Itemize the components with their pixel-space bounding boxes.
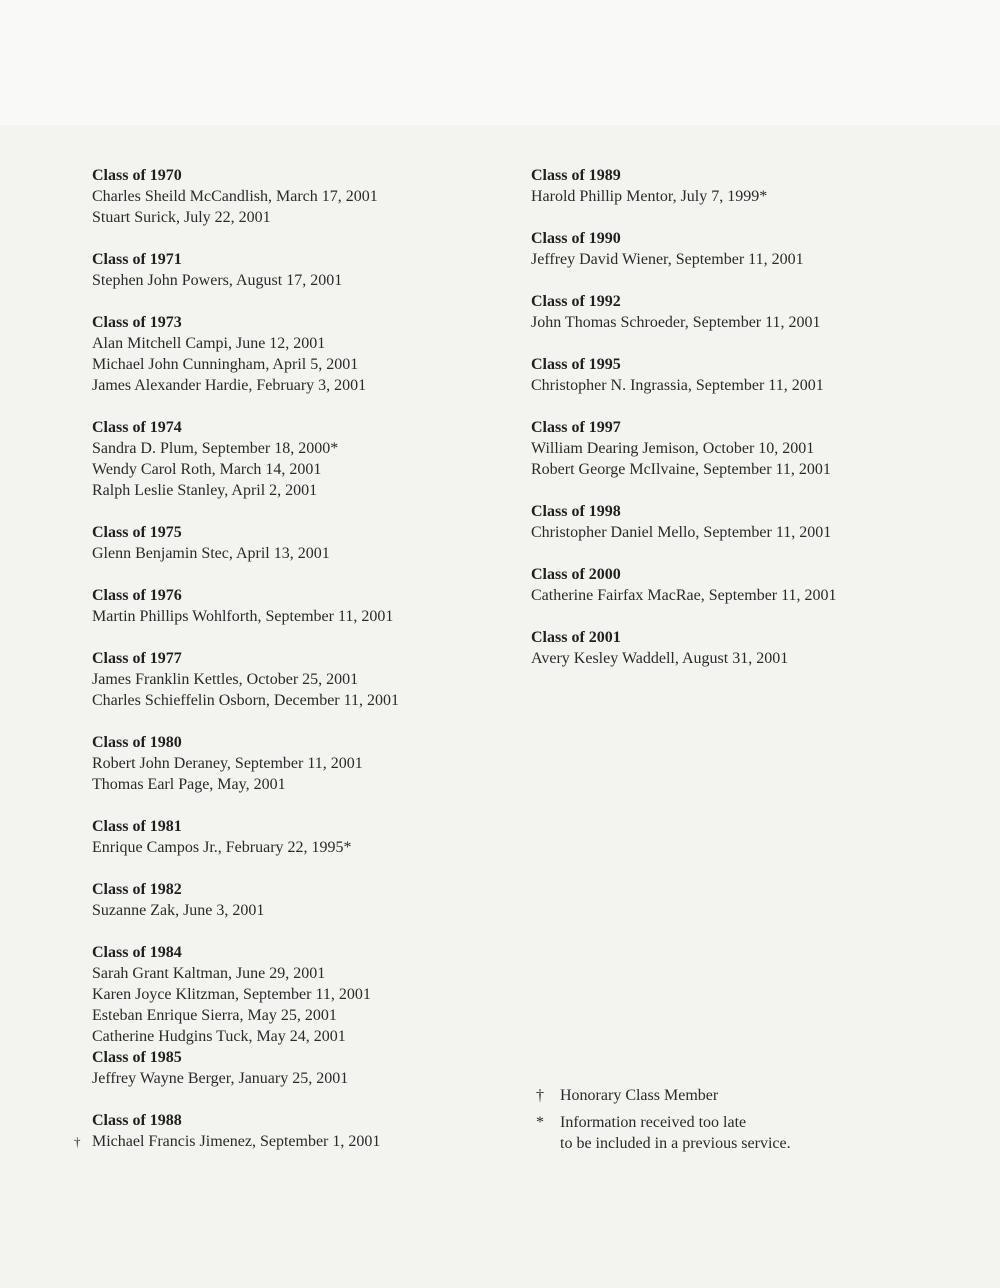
class-group	[531, 228, 971, 270]
class-group	[92, 879, 492, 921]
memorial-entry	[92, 459, 492, 480]
entry-text: Robert John Deraney, September 11, 2001	[92, 755, 363, 772]
entry-text: William Dearing Jemison, October 10, 2001	[531, 440, 815, 457]
memorial-entry	[92, 1068, 492, 1089]
memorial-entry	[92, 963, 492, 984]
class-group	[92, 249, 492, 291]
entry-text: Sandra D. Plum, September 18, 2000*	[92, 440, 339, 457]
class-heading: Class of 1973	[92, 314, 182, 331]
class-group	[92, 648, 492, 711]
class-heading: Class of 1997	[531, 419, 621, 436]
entry-text: Esteban Enrique Sierra, May 25, 2001	[92, 1007, 337, 1024]
entry-text: Jeffrey Wayne Berger, January 25, 2001	[92, 1070, 349, 1087]
entry-text: Ralph Leslie Stanley, April 2, 2001	[92, 482, 318, 499]
class-heading: Class of 1981	[92, 818, 182, 835]
class-heading: Class of 1982	[92, 881, 182, 898]
memorial-entry	[92, 669, 492, 690]
class-heading: Class of 1992	[531, 293, 621, 310]
class-heading: Class of 1976	[92, 587, 182, 604]
entry-text: Michael John Cunningham, April 5, 2001	[92, 356, 359, 373]
entry-text: Stuart Surick, July 22, 2001	[92, 209, 271, 226]
entry-text: James Franklin Kettles, October 25, 2001	[92, 671, 359, 688]
entry-text: Robert George McIlvaine, September 11, 2001	[531, 461, 831, 478]
honorary-mark: †	[74, 1134, 81, 1149]
memorial-entry	[74, 1131, 492, 1152]
class-heading: Class of 1977	[92, 650, 182, 667]
memorial-entry	[92, 186, 492, 207]
class-group	[74, 1110, 492, 1152]
footnote	[536, 1112, 956, 1154]
entry-text: John Thomas Schroeder, September 11, 2001	[531, 314, 821, 331]
entry-text: Enrique Campos Jr., February 22, 1995*	[92, 839, 352, 856]
class-heading: Class of 1989	[531, 167, 621, 184]
memorial-entry	[92, 333, 492, 354]
entry-text: Stephen John Powers, August 17, 2001	[92, 272, 343, 289]
class-group	[531, 291, 971, 333]
memorial-entry	[531, 249, 971, 270]
page-top-band	[0, 0, 1000, 125]
memorial-entry	[531, 585, 971, 606]
entry-text: Charles Schieffelin Osborn, December 11, 2001	[92, 692, 400, 709]
memorial-entry	[92, 438, 492, 459]
memorial-entry	[92, 606, 492, 627]
entry-text: Alan Mitchell Campi, June 12, 2001	[92, 335, 326, 352]
memorial-entry	[92, 837, 492, 858]
memorial-entry	[92, 354, 492, 375]
class-group	[92, 585, 492, 627]
class-heading: Class of 1971	[92, 251, 182, 268]
left-column	[74, 165, 492, 1152]
class-group	[531, 501, 971, 543]
class-group	[92, 816, 492, 858]
class-heading: Class of 1995	[531, 356, 621, 373]
memorial-entry	[92, 270, 492, 291]
footnote-line: to be included in a previous service.	[560, 1135, 791, 1152]
entry-text: Karen Joyce Klitzman, September 11, 2001	[92, 986, 371, 1003]
class-group	[531, 417, 971, 480]
memorial-entry	[92, 207, 492, 228]
class-group	[531, 165, 971, 207]
entry-text: Wendy Carol Roth, March 14, 2001	[92, 461, 322, 478]
class-group	[531, 354, 971, 396]
entry-text: Suzanne Zak, June 3, 2001	[92, 902, 265, 919]
footnote-line: Information received too late	[560, 1114, 747, 1131]
memorial-entry	[531, 438, 971, 459]
memorial-entry	[531, 186, 971, 207]
right-column	[531, 165, 971, 669]
class-group	[92, 942, 492, 1047]
memorial-entry	[531, 522, 971, 543]
entry-text: Catherine Fairfax MacRae, September 11, 2001	[531, 587, 837, 604]
class-heading: Class of 1984	[92, 944, 182, 961]
entry-text: James Alexander Hardie, February 3, 2001	[92, 377, 367, 394]
memorial-entry	[92, 1026, 492, 1047]
class-heading: Class of 1974	[92, 419, 182, 436]
class-group	[531, 564, 971, 606]
footnote-symbol: *	[536, 1114, 544, 1131]
memorial-entry	[531, 312, 971, 333]
entry-text: Christopher Daniel Mello, September 11, 2001	[531, 524, 832, 541]
class-heading: Class of 1985	[92, 1049, 182, 1066]
footnote-symbol: †	[536, 1087, 544, 1104]
entry-text: Catherine Hudgins Tuck, May 24, 2001	[92, 1028, 346, 1045]
entry-text: Harold Phillip Mentor, July 7, 1999*	[531, 188, 768, 205]
class-group	[92, 522, 492, 564]
memorial-entry	[531, 648, 971, 669]
footnote-line: Honorary Class Member	[560, 1087, 719, 1104]
class-group	[92, 1047, 492, 1089]
class-heading: Class of 1998	[531, 503, 621, 520]
memorial-entry	[531, 459, 971, 480]
entry-text: Thomas Earl Page, May, 2001	[92, 776, 286, 793]
entry-text: Michael Francis Jimenez, September 1, 2001	[92, 1133, 381, 1150]
memorial-entry	[92, 984, 492, 1005]
memorial-entry	[92, 690, 492, 711]
memorial-entry	[92, 375, 492, 396]
class-group	[92, 417, 492, 501]
memorial-entry	[92, 543, 492, 564]
entry-text: Sarah Grant Kaltman, June 29, 2001	[92, 965, 326, 982]
memorial-entry	[92, 1005, 492, 1026]
footnotes	[536, 1085, 956, 1160]
class-group	[92, 312, 492, 396]
entry-text: Christopher N. Ingrassia, September 11, 2001	[531, 377, 824, 394]
class-heading: Class of 1970	[92, 167, 182, 184]
entry-text: Martin Phillips Wohlforth, September 11, 2001	[92, 608, 394, 625]
footnote	[536, 1085, 956, 1106]
memorial-entry	[92, 900, 492, 921]
entry-text: Glenn Benjamin Stec, April 13, 2001	[92, 545, 330, 562]
class-group	[92, 165, 492, 228]
class-heading: Class of 2001	[531, 629, 621, 646]
class-heading: Class of 1980	[92, 734, 182, 751]
class-heading: Class of 1975	[92, 524, 182, 541]
entry-text: Avery Kesley Waddell, August 31, 2001	[531, 650, 789, 667]
class-group	[531, 627, 971, 669]
class-heading: Class of 1990	[531, 230, 621, 247]
class-group	[92, 732, 492, 795]
class-heading: Class of 1988	[92, 1112, 182, 1129]
class-heading: Class of 2000	[531, 566, 621, 583]
memorial-entry	[92, 753, 492, 774]
entry-text: Jeffrey David Wiener, September 11, 2001	[531, 251, 804, 268]
entry-text: Charles Sheild McCandlish, March 17, 2001	[92, 188, 378, 205]
memorial-entry	[92, 774, 492, 795]
memorial-entry	[531, 375, 971, 396]
memorial-entry	[92, 480, 492, 501]
